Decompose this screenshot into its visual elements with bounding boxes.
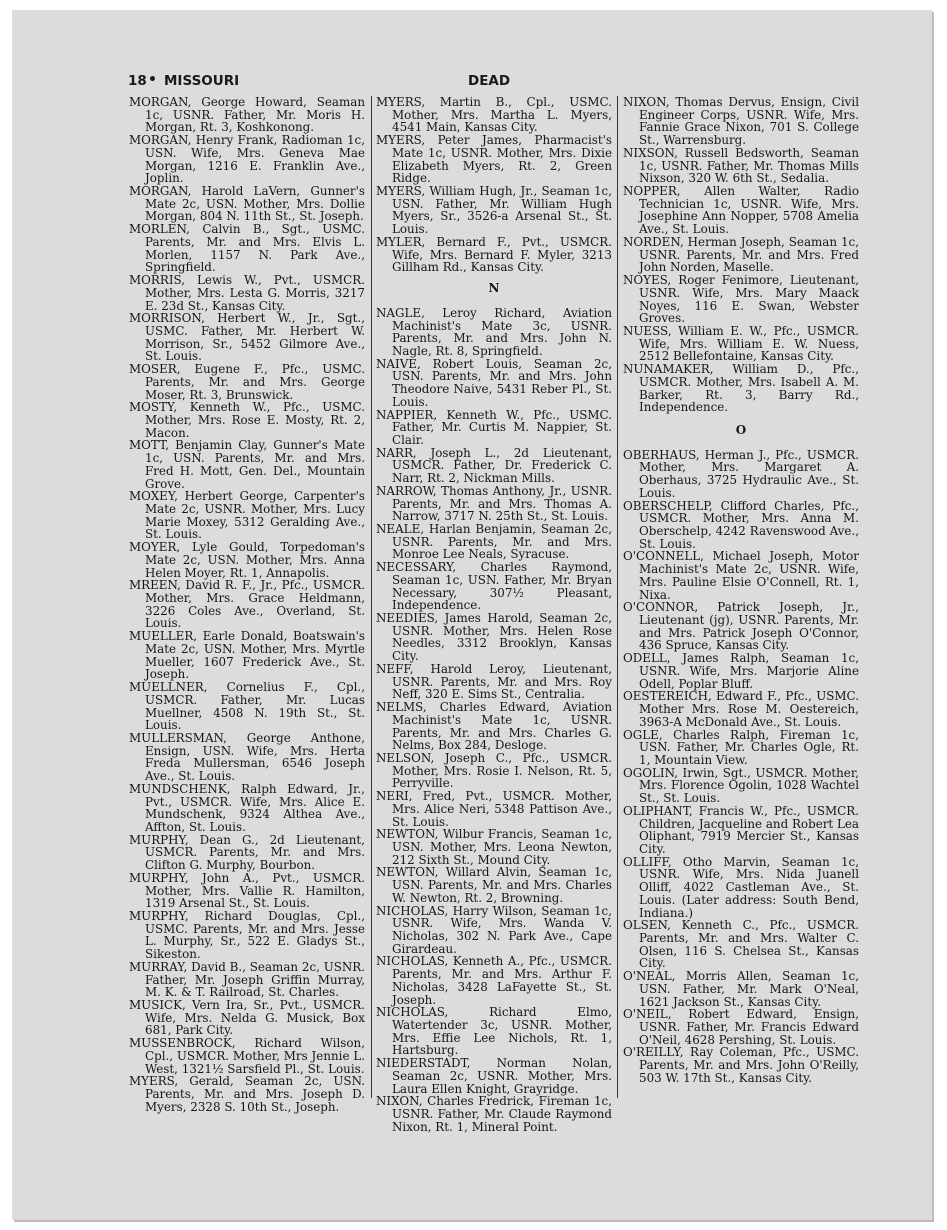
casualty-entry: ODELL, James Ralph, Seaman 1c, USNR. Wife, Mrs. Marjorie Aline Odell, Poplar Bluff.: [623, 651, 859, 691]
casualty-entry: MORRISON, Herbert W., Jr., Sgt., USMC. Father, Mr. Herbert W. Morrison, Sr., 5452 Gilmore Ave., St. Louis.: [129, 311, 365, 364]
casualty-entry: NIXON, Thomas Dervus, Ensign, Civil Engineer Corps, USNR. Wife, Mrs. Fannie Grace Nixon, 701 S. College St., Warrensburg.: [623, 95, 859, 148]
column-3: [623, 96, 859, 1101]
casualty-entry: NUNAMAKER, William D., Pfc., USMCR. Mother, Mrs. Isabell A. M. Barker, Rt. 3, Barry Rd., Independence.: [623, 362, 859, 415]
casualty-entry: NIXON, Charles Fredrick, Fireman 1c, USNR. Father, Mr. Claude Raymond Nixon, Rt. 1, Mineral Point.: [376, 1094, 612, 1134]
casualty-entry: NICHOLAS, Richard Elmo, Watertender 3c, USNR. Mother, Mrs. Effie Lee Nichols, Rt. 1, Hartsburg.: [376, 1005, 612, 1058]
casualty-entry: MOYER, Lyle Gould, Torpedoman's Mate 2c, USN. Mother, Mrs. Anna Helen Moyer, Rt. 1, Annapolis.: [129, 540, 365, 580]
casualty-entry: NEALE, Harlan Benjamin, Seaman 2c, USNR. Parents, Mr. and Mrs. Monroe Lee Neals, Syracuse.: [376, 522, 612, 562]
casualty-entry: OGLE, Charles Ralph, Fireman 1c, USN. Father, Mr. Charles Ogle, Rt. 1, Mountain View.: [623, 727, 859, 767]
casualty-entry: NIXSON, Russell Bedsworth, Seaman 1c, USNR. Father, Mr. Thomas Mills Nixson, 320 W. 6th St., Sedalia.: [623, 145, 859, 186]
casualty-entry: OBERSCHELP, Clifford Charles, Pfc., USMCR. Mother, Mrs. Anna M. Oberschelp, 4242 Ravenswood Ave., St. Louis.: [623, 498, 859, 551]
casualty-entry: NIEDERSTADT, Norman Nolan, Seaman 2c, USNR. Mother, Mrs. Laura Ellen Knight, Grayridge.: [376, 1056, 612, 1096]
casualty-entry: MYERS, William Hugh, Jr., Seaman 1c, USN. Father, Mr. William Hugh Myers, Sr., 3526-a Arsenal St., St. Louis.: [376, 184, 612, 237]
casualty-entry: MORGAN, Harold LaVern, Gunner's Mate 2c, USN. Mother, Mrs. Dollie Morgan, 804 N. 11th St., St. Joseph.: [129, 184, 365, 224]
casualty-entry: MORLEN, Calvin B., Sgt., USMC. Parents, Mr. and Mrs. Elvis L. Morlen, 1157 N. Park Ave., Springfield.: [129, 222, 365, 275]
casualty-entry: NAGLE, Leroy Richard, Aviation Machinist's Mate 3c, USNR. Parents, Mr. and Mrs. John N. Nagle, Rt. 8, Springfield.: [376, 305, 612, 358]
casualty-entry: NEEDIES, James Harold, Seaman 2c, USNR. Mother, Mrs. Helen Rose Needles, 3312 Brooklyn, Kansas City.: [376, 611, 612, 664]
casualty-entry: MYLER, Bernard F., Pvt., USMCR. Wife, Mrs. Bernard F. Myler, 3213 Gillham Rd., Kansas City.: [376, 234, 612, 275]
alphabet-section-letter: N: [488, 281, 500, 296]
column-divider: [617, 96, 618, 1098]
casualty-entry: NERI, Fred, Pvt., USMCR. Mother, Mrs. Alice Neri, 5348 Pattison Ave., St. Louis.: [376, 789, 612, 829]
casualty-entry: MURRAY, David B., Seaman 2c, USNR. Father, Mr. Joseph Griffin Murray, M. K. & T. Railroad, St. Charles.: [129, 959, 365, 1000]
page-number: 18: [128, 73, 147, 89]
column-1: [129, 95, 365, 1114]
casualty-entry: MORGAN, George Howard, Seaman 1c, USNR. Father, Mr. Moris H. Morgan, Rt. 3, Koshkonong.: [129, 95, 365, 135]
casualty-entry: MOXEY, Herbert George, Carpenter's Mate 2c, USNR. Mother, Mrs. Lucy Marie Moxey, 5312 Geralding Ave., St. Louis.: [129, 489, 365, 542]
casualty-entry: OBERHAUS, Herman J., Pfc., USMCR. Mother, Mrs. Margaret A. Oberhaus, 3725 Hydraulic Ave., St. Louis.: [623, 447, 859, 500]
section-heading: DEAD: [468, 73, 511, 89]
casualty-entry: MREEN, David R. F., Jr., Pfc., USMCR. Mother, Mrs. Grace Heldmann, 3226 Coles Ave., Overland, St. Louis.: [129, 578, 365, 631]
page-header: [128, 73, 856, 93]
casualty-entry: MYERS, Martin B., Cpl., USMC. Mother, Mrs. Martha L. Myers, 4541 Main, Kansas City.: [376, 95, 612, 135]
casualty-entry: MYERS, Gerald, Seaman 2c, USN. Parents, Mr. and Mrs. Joseph D. Myers, 2328 S. 10th St., Joseph.: [129, 1074, 365, 1114]
casualty-entry: MUNDSCHENK, Ralph Edward, Jr., Pvt., USMCR. Wife, Mrs. Alice E. Mundschenk, 9324 Althea Ave., Affton, St. Louis.: [129, 781, 365, 834]
casualty-entry: MORRIS, Lewis W., Pvt., USMCR. Mother, Mrs. Lesta G. Morris, 3217 E. 23d St., Kansas City.: [129, 273, 365, 313]
casualty-entry: NORDEN, Herman Joseph, Seaman 1c, USNR. Parents, Mr. and Mrs. Fred John Norden, Maselle.: [623, 234, 859, 275]
header-bullet: •: [148, 72, 157, 88]
casualty-entry: NAIVE, Robert Louis, Seaman 2c, USN. Parents, Mr. and Mrs. John Theodore Naive, 5431 Reber Pl., St. Louis.: [376, 356, 612, 409]
casualty-entry: NARR, Joseph L., 2d Lieutenant, USMCR. Father, Dr. Frederick C. Narr, Rt. 2, Nickman Mills.: [376, 445, 612, 486]
alphabet-section-letter: O: [735, 422, 747, 437]
casualty-entry: MUELLNER, Cornelius F., Cpl., USMCR. Father, Mr. Lucas Muellner, 4508 N. 19th St., St. Louis.: [129, 680, 365, 733]
casualty-entry: NICHOLAS, Harry Wilson, Seaman 1c, USNR. Wife, Mrs. Wanda V. Nicholas, 302 N. Park Ave., Cape Girardeau.: [376, 903, 612, 956]
casualty-entry: MURPHY, Richard Douglas, Cpl., USMC. Parents, Mr. and Mrs. Jesse L. Murphy, Sr., 522 E. Gladys St., Sikeston.: [129, 909, 365, 962]
state-heading: MISSOURI: [164, 73, 240, 89]
column-2: [376, 95, 612, 1134]
casualty-entry: NEWTON, Willard Alvin, Seaman 1c, USN. Parents, Mr. and Mrs. Charles W. Newton, Rt. 2, Browning.: [376, 865, 612, 905]
casualty-entry: NOYES, Roger Fenimore, Lieutenant, USNR. Wife, Mrs. Mary Maack Noyes, 116 E. Swan, Webster Groves.: [623, 273, 859, 326]
casualty-entry: MUELLER, Earle Donald, Boatswain's Mate 2c, USN. Mother, Mrs. Myrtle Mueller, 1607 Frederick Ave., St. Joseph.: [129, 629, 365, 682]
casualty-entry: O'NEAL, Morris Allen, Seaman 1c, USN. Father, Mr. Mark O'Neal, 1621 Jackson St., Kansas City.: [623, 969, 859, 1009]
casualty-entry: MUSICK, Vern Ira, Sr., Pvt., USMCR. Wife, Mrs. Nelda G. Musick, Box 681, Park City.: [129, 998, 365, 1038]
column-divider: [371, 96, 372, 1098]
casualty-entry: MORGAN, Henry Frank, Radioman 1c, USN. Wife, Mrs. Geneva Mae Morgan, 1216 E. Franklin Ave., Joplin.: [129, 133, 365, 186]
casualty-entry: MYERS, Peter James, Pharmacist's Mate 1c, USNR. Mother, Mrs. Dixie Elizabeth Myers, Rt. 2, Green Ridge.: [376, 133, 612, 186]
casualty-entry: MOSTY, Kenneth W., Pfc., USMC. Mother, Mrs. Rose E. Mosty, Rt. 2, Macon.: [129, 400, 365, 440]
casualty-entry: NARROW, Thomas Anthony, Jr., USNR. Parents, Mr. and Mrs. Thomas A. Narrow, 3717 N. 25th St., St. Louis.: [376, 483, 612, 524]
casualty-entry: NEFF, Harold Leroy, Lieutenant, USNR. Parents, Mr. and Mrs. Roy Neff, 320 E. Sims St., Centralia.: [376, 661, 612, 702]
casualty-entry: MUSSENBROCK, Richard Wilson, Cpl., USMCR. Mother, Mrs Jennie L. West, 1321½ Sarsfield Pl., St. Louis.: [129, 1036, 365, 1076]
casualty-entry: OLLIFF, Otho Marvin, Seaman 1c, USNR. Wife, Mrs. Nida Juanell Olliff, 4022 Castleman Ave., St. Louis. (Later address: South Bend, Indiana.): [623, 854, 859, 920]
casualty-entry: NELSON, Joseph C., Pfc., USMCR. Mother, Mrs. Rosie I. Nelson, Rt. 5, Perryville.: [376, 750, 612, 791]
casualty-entry: NELMS, Charles Edward, Aviation Machinist's Mate 1c, USNR. Parents, Mr. and Mrs. Charles G. Nelms, Box 284, Desloge.: [376, 700, 612, 753]
casualty-entry: OESTEREICH, Edward F., Pfc., USMC. Mother Mrs. Rose M. Oestereich, 3963-A McDonald Ave., St. Louis.: [623, 689, 859, 729]
casualty-entry: O'CONNOR, Patrick Joseph, Jr., Lieutenant (jg), USNR. Parents, Mr. and Mrs. Patrick Joseph O'Connor, 436 Spruce, Kansas City.: [623, 600, 859, 653]
casualty-entry: OGOLIN, Irwin, Sgt., USMCR. Mother, Mrs. Florence Ogolin, 1028 Wachtel St., St. Louis.: [623, 765, 859, 806]
casualty-entry: NICHOLAS, Kenneth A., Pfc., USMCR. Parents, Mr. and Mrs. Arthur F. Nicholas, 3428 LaFayette St., St. Joseph.: [376, 954, 612, 1007]
casualty-entry: OLSEN, Kenneth C., Pfc., USMCR. Parents, Mr. and Mrs. Walter C. Olsen, 116 S. Chelsea St., Kansas City.: [623, 918, 859, 971]
casualty-entry: OLIPHANT, Francis W., Pfc., USMCR. Children, Jacqueline and Robert Lea Oliphant, 7919 Mercier St., Kansas City.: [623, 803, 859, 856]
casualty-entry: MOTT, Benjamin Clay, Gunner's Mate 1c, USN. Parents, Mr. and Mrs. Fred H. Mott, Gen. Del., Mountain Grove.: [129, 438, 365, 491]
casualty-entry: MOSER, Eugene F., Pfc., USMC. Parents, Mr. and Mrs. George Moser, Rt. 3, Brunswick.: [129, 362, 365, 402]
casualty-entry: MULLERSMAN, George Anthone, Ensign, USN. Wife, Mrs. Herta Freda Mullersman, 6546 Joseph Ave., St. Louis.: [129, 730, 365, 784]
casualty-entry: O'NEIL, Robert Edward, Ensign, USNR. Father, Mr. Francis Edward O'Neil, 4628 Pershing, St. Louis.: [623, 1007, 859, 1047]
casualty-entry: NAPPIER, Kenneth W., Pfc., USMC. Father, Mr. Curtis M. Nappier, St. Clair.: [376, 407, 612, 447]
casualty-entry: MURPHY, Dean G., 2d Lieutenant, USMCR. Parents, Mr. and Mrs. Clifton G. Murphy, Bourbon.: [129, 832, 365, 873]
casualty-entry: O'CONNELL, Michael Joseph, Motor Machinist's Mate 2c, USNR. Wife, Mrs. Pauline Elsie O'Connell, Rt. 1, Nixa.: [623, 549, 859, 602]
casualty-entry: NUESS, William E. W., Pfc., USMCR. Wife, Mrs. William E. W. Nuess, 2512 Bellefontaine, Kansas City.: [623, 323, 859, 364]
casualty-entry: NEWTON, Wilbur Francis, Seaman 1c, USN. Mother, Mrs. Leona Newton, 212 Sixth St., Mound City.: [376, 827, 612, 867]
casualty-entry: NECESSARY, Charles Raymond, Seaman 1c, USN. Father, Mr. Bryan Necessary, 307½ Pleasant, Independence.: [376, 560, 612, 613]
casualty-entry: O'REILLY, Ray Coleman, Pfc., USMC. Parents, Mr. and Mrs. John O'Reilly, 503 W. 17th St., Kansas City.: [623, 1045, 859, 1085]
casualty-entry: MURPHY, John A., Pvt., USMCR. Mother, Mrs. Vallie R. Hamilton, 1319 Arsenal St., St. Louis.: [129, 870, 365, 911]
casualty-entry: NOPPER, Allen Walter, Radio Technician 1c, USNR. Wife, Mrs. Josephine Ann Nopper, 5708 Amelia Ave., St. Louis.: [623, 184, 859, 237]
